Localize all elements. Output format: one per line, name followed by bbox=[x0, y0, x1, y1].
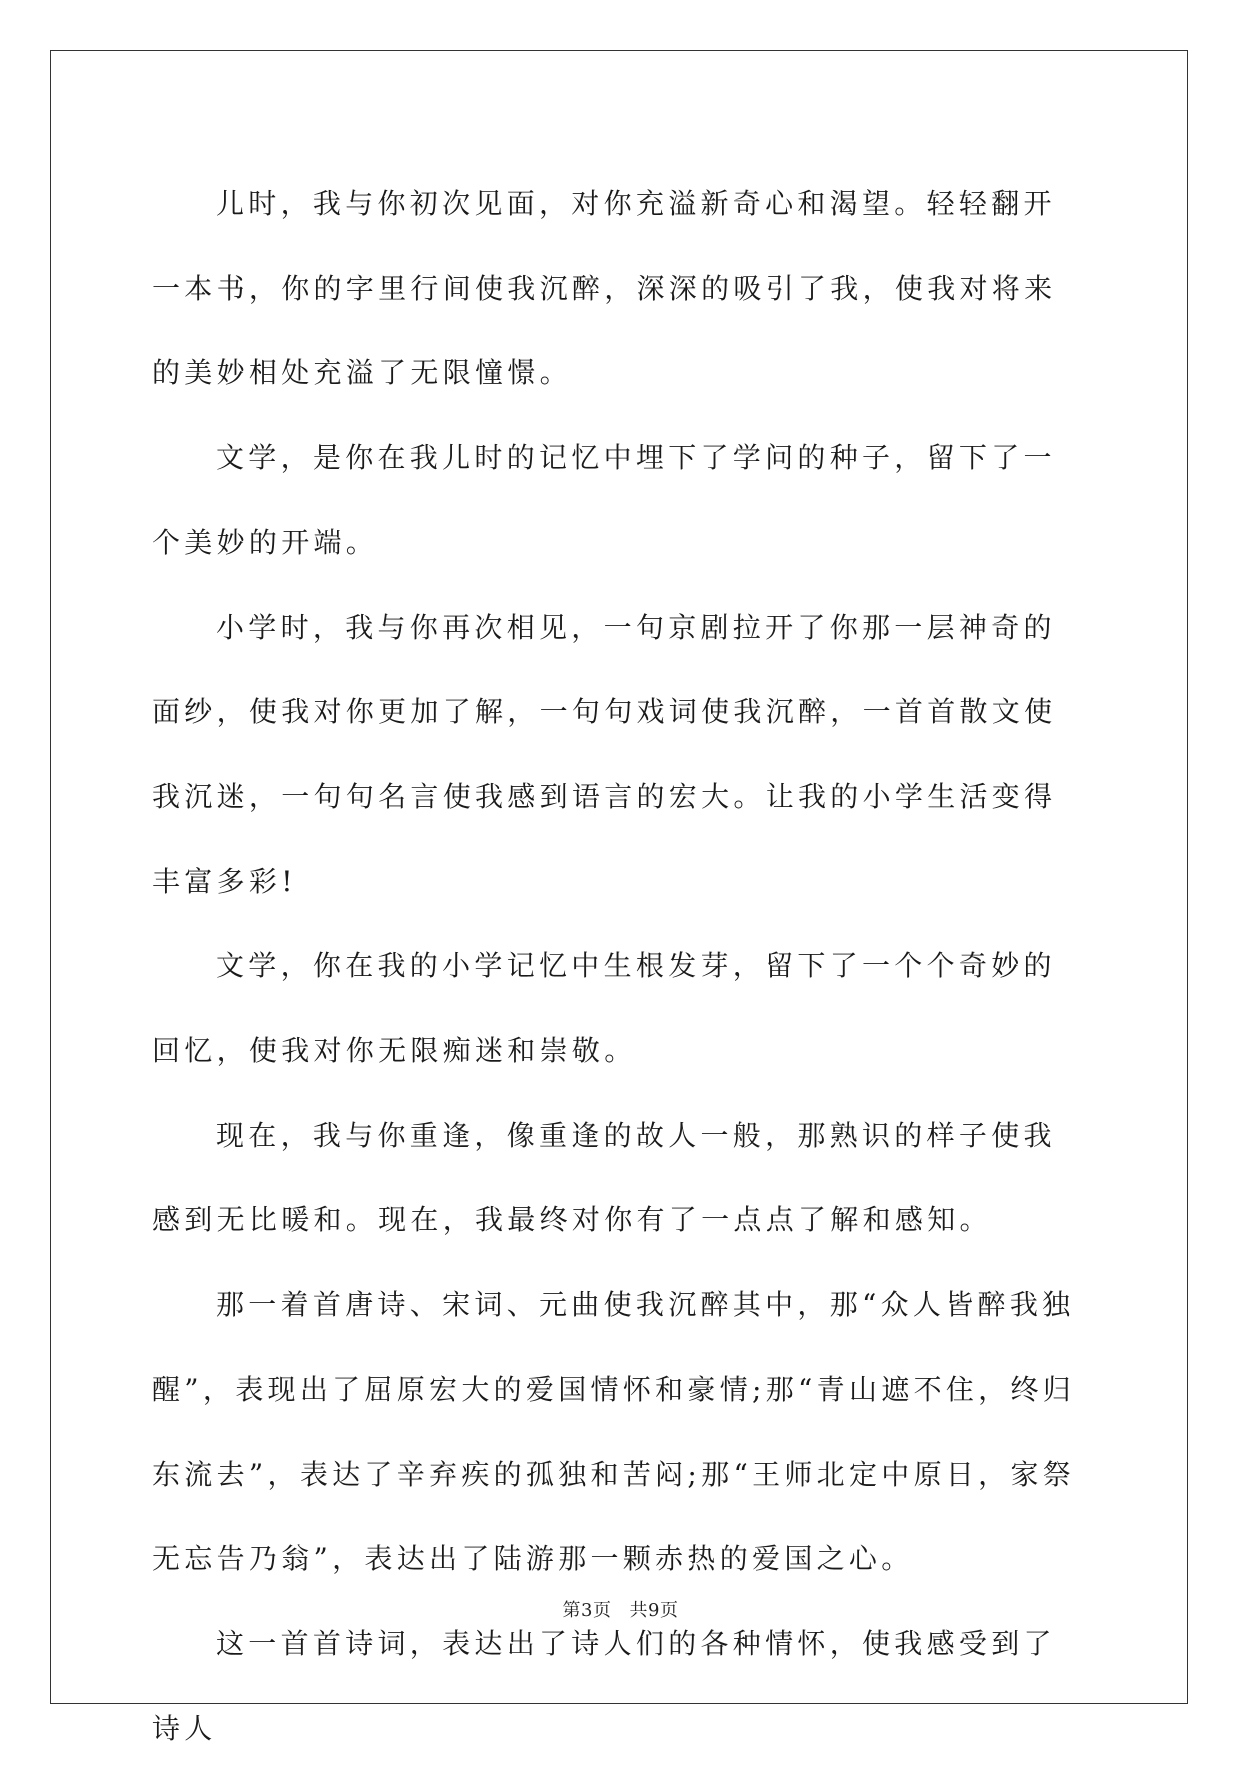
paragraph-6: 那一着首唐诗、宋词、元曲使我沉醉其中，那“众人皆醉我独醒”，表现出了屈原宏大的爱国情怀和豪情;那“青山遮不住，终归东流去”，表达了辛弃疾的孤独和苦闷;那“王师北定中原日，家祭无忘告乃翁”，表达出了陆游那一颗赤热的爱国之心。 bbox=[152, 1288, 1076, 1576]
paragraph-4: 文学，你在我的小学记忆中生根发芽，留下了一个个奇妙的回忆，使我对你无限痴迷和崇敬。 bbox=[152, 949, 1056, 1068]
paragraph-1: 儿时，我与你初次见面，对你充溢新奇心和渴望。轻轻翻开一本书，你的字里行间使我沉醉，深深的吸引了我，使我对将来的美妙相处充溢了无限憧憬。 bbox=[152, 187, 1057, 390]
page-footer bbox=[0, 1596, 1241, 1622]
paragraph-3: 小学时，我与你再次相见，一句京剧拉开了你那一层神奇的面纱，使我对你更加了解，一句句戏词使我沉醉，一首首散文使我沉迷，一句句名言使我感到语言的宏大。让我的小学生活变得丰富多彩! bbox=[152, 610, 1057, 898]
document-body bbox=[152, 162, 1088, 1771]
total-pages-label: 共9页 bbox=[629, 1600, 679, 1621]
current-page-label: 第3页 bbox=[562, 1600, 612, 1621]
paragraph-7: 这一首首诗词，表达出了诗人们的各种情怀，使我感受到了诗人 bbox=[152, 1626, 1056, 1745]
paragraph-2: 文学，是你在我儿时的记忆中埋下了学问的种子，留下了一个美妙的开端。 bbox=[152, 441, 1056, 559]
paragraph-5: 现在，我与你重逢，像重逢的故人一般，那熟识的样子使我感到无比暖和。现在，我最终对你有了一点点了解和感知。 bbox=[152, 1118, 1056, 1237]
